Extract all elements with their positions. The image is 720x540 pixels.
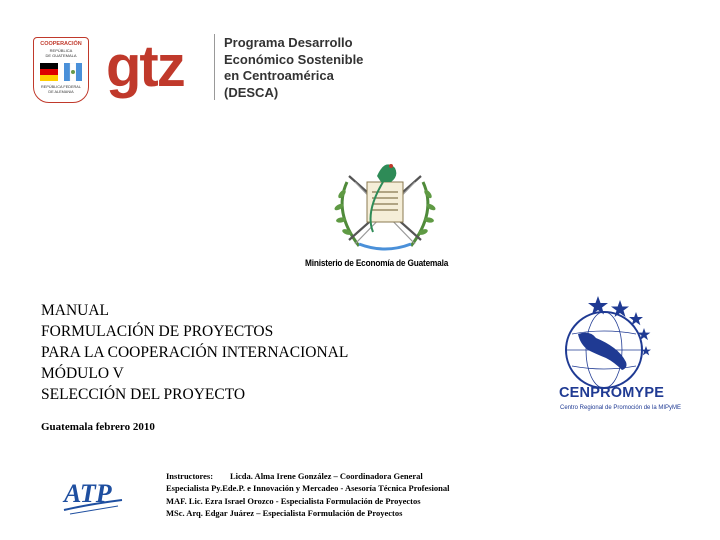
title-line: MÓDULO V bbox=[41, 365, 124, 382]
gtz-logo-text: gtz bbox=[106, 34, 184, 99]
desca-program-name bbox=[224, 35, 363, 101]
atp-logo-text: ATP bbox=[64, 479, 112, 508]
coop-badge-subtitle-line: DE GUATEMALA bbox=[45, 52, 77, 58]
coop-badge-bottom bbox=[34, 85, 88, 94]
coop-badge-subtitle bbox=[34, 49, 88, 58]
ministry-name: Ministerio de Economía de Guatemala bbox=[305, 258, 449, 268]
place-date: Guatemala febrero 2010 bbox=[41, 421, 155, 433]
instructor-line: MAF. Lic. Ezra Israel Orozco - Especialista Formulación de Proyectos bbox=[166, 495, 421, 506]
cenpromype-subtitle: Centro Regional de Promoción de la MIPyME bbox=[560, 405, 682, 411]
document-title bbox=[41, 300, 348, 405]
coop-badge-bottom-line: DE ALEMANIA bbox=[48, 89, 74, 94]
logo-divider bbox=[214, 34, 215, 100]
atp-logo bbox=[60, 470, 130, 518]
guatemala-coat-of-arms-icon bbox=[325, 152, 445, 256]
coop-badge-title: COOPERACIÓN bbox=[40, 41, 82, 47]
title-line: SELECCIÓN DEL PROYECTO bbox=[41, 386, 246, 403]
coop-badge-subtitle-line: REPÚBLICA bbox=[49, 48, 73, 53]
cenpromype-logo-icon bbox=[556, 296, 680, 392]
instructors-label: Instructores: bbox=[166, 471, 214, 481]
instructors-block bbox=[166, 470, 449, 520]
germany-flag-icon bbox=[40, 63, 58, 81]
desca-line: (DESCA) bbox=[224, 84, 279, 100]
title-line: MANUAL bbox=[41, 302, 110, 319]
desca-line: Programa Desarrollo bbox=[224, 35, 353, 50]
instructor-line: Especialista Py.Ede.P. e Innovación y Mercadeo - Asesoría Técnica Profesional bbox=[166, 483, 450, 494]
title-line: PARA LA COOPERACIÓN INTERNACIONAL bbox=[41, 344, 349, 361]
coop-badge-bottom-line: REPÚBLICA FEDERAL bbox=[41, 85, 81, 89]
guatemala-flag-icon bbox=[64, 63, 82, 81]
instructors-first-line bbox=[166, 470, 449, 482]
cooperacion-badge-logo bbox=[33, 37, 89, 103]
title-line: FORMULACIÓN DE PROYECTOS bbox=[41, 323, 274, 340]
instructor-line: MSc. Arq. Edgar Juárez – Especialista Formulación de Proyectos bbox=[166, 508, 403, 519]
cenpromype-name: CENPROMYPE bbox=[559, 385, 665, 401]
desca-line: en Centroamérica bbox=[224, 68, 334, 83]
gtz-logo bbox=[106, 34, 206, 104]
instructor-line: Licda. Alma Irene González – Coordinadora General bbox=[230, 471, 423, 481]
desca-line: Económico Sostenible bbox=[224, 51, 364, 67]
